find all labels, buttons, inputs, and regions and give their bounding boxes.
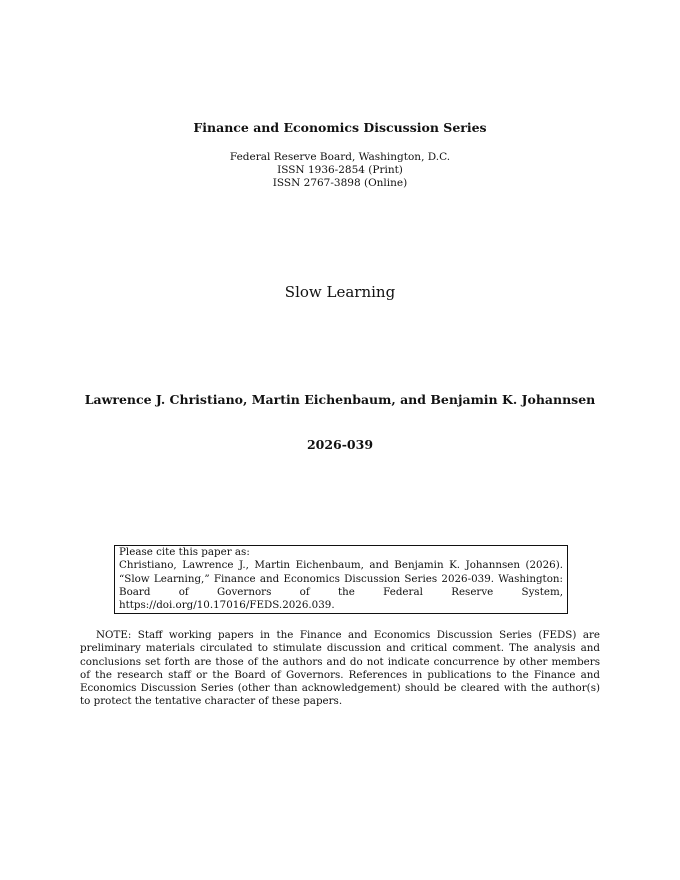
issn-print: ISSN 1936-2854 (Print): [277, 164, 403, 176]
paper-number: 2026-039: [306, 437, 374, 452]
series-title: Finance and Economics Discussion Series: [193, 120, 487, 135]
citation-text: Christiano, Lawrence J., Martin Eichenbaum, and Benjamin K. Johannsen (2026). “Slow Learning,” Finance and Economics Discussion Series 2026-039. Washington: Board of Governors of the Federal Reserve System, https://doi.org/10.17016/FEDS.2026.039.: [119, 559, 563, 612]
publisher-block: [0, 151, 680, 190]
citation-label: Please cite this paper as:: [119, 546, 250, 558]
paper-title: Slow Learning: [284, 283, 396, 301]
disclaimer-note: NOTE: Staff working papers in the Finance and Economics Discussion Series (FEDS) are preliminary materials circulated to stimulate discussion and critical comment. The analysis and conclusions set forth are those of the authors and do not indicate concurrence by other members of the research staff or the Board of Governors. References in publications to the Finance and Economics Discussion Series (other than acknowledgement) should be cleared with the author(s) to protect the tentative character of these papers.: [80, 629, 600, 708]
citation-box: [114, 545, 568, 614]
publisher-line: Federal Reserve Board, Washington, D.C.: [229, 151, 451, 163]
issn-online: ISSN 2767-3898 (Online): [272, 177, 408, 189]
paper-authors: Lawrence J. Christiano, Martin Eichenbaum, and Benjamin K. Johannsen: [84, 392, 596, 407]
